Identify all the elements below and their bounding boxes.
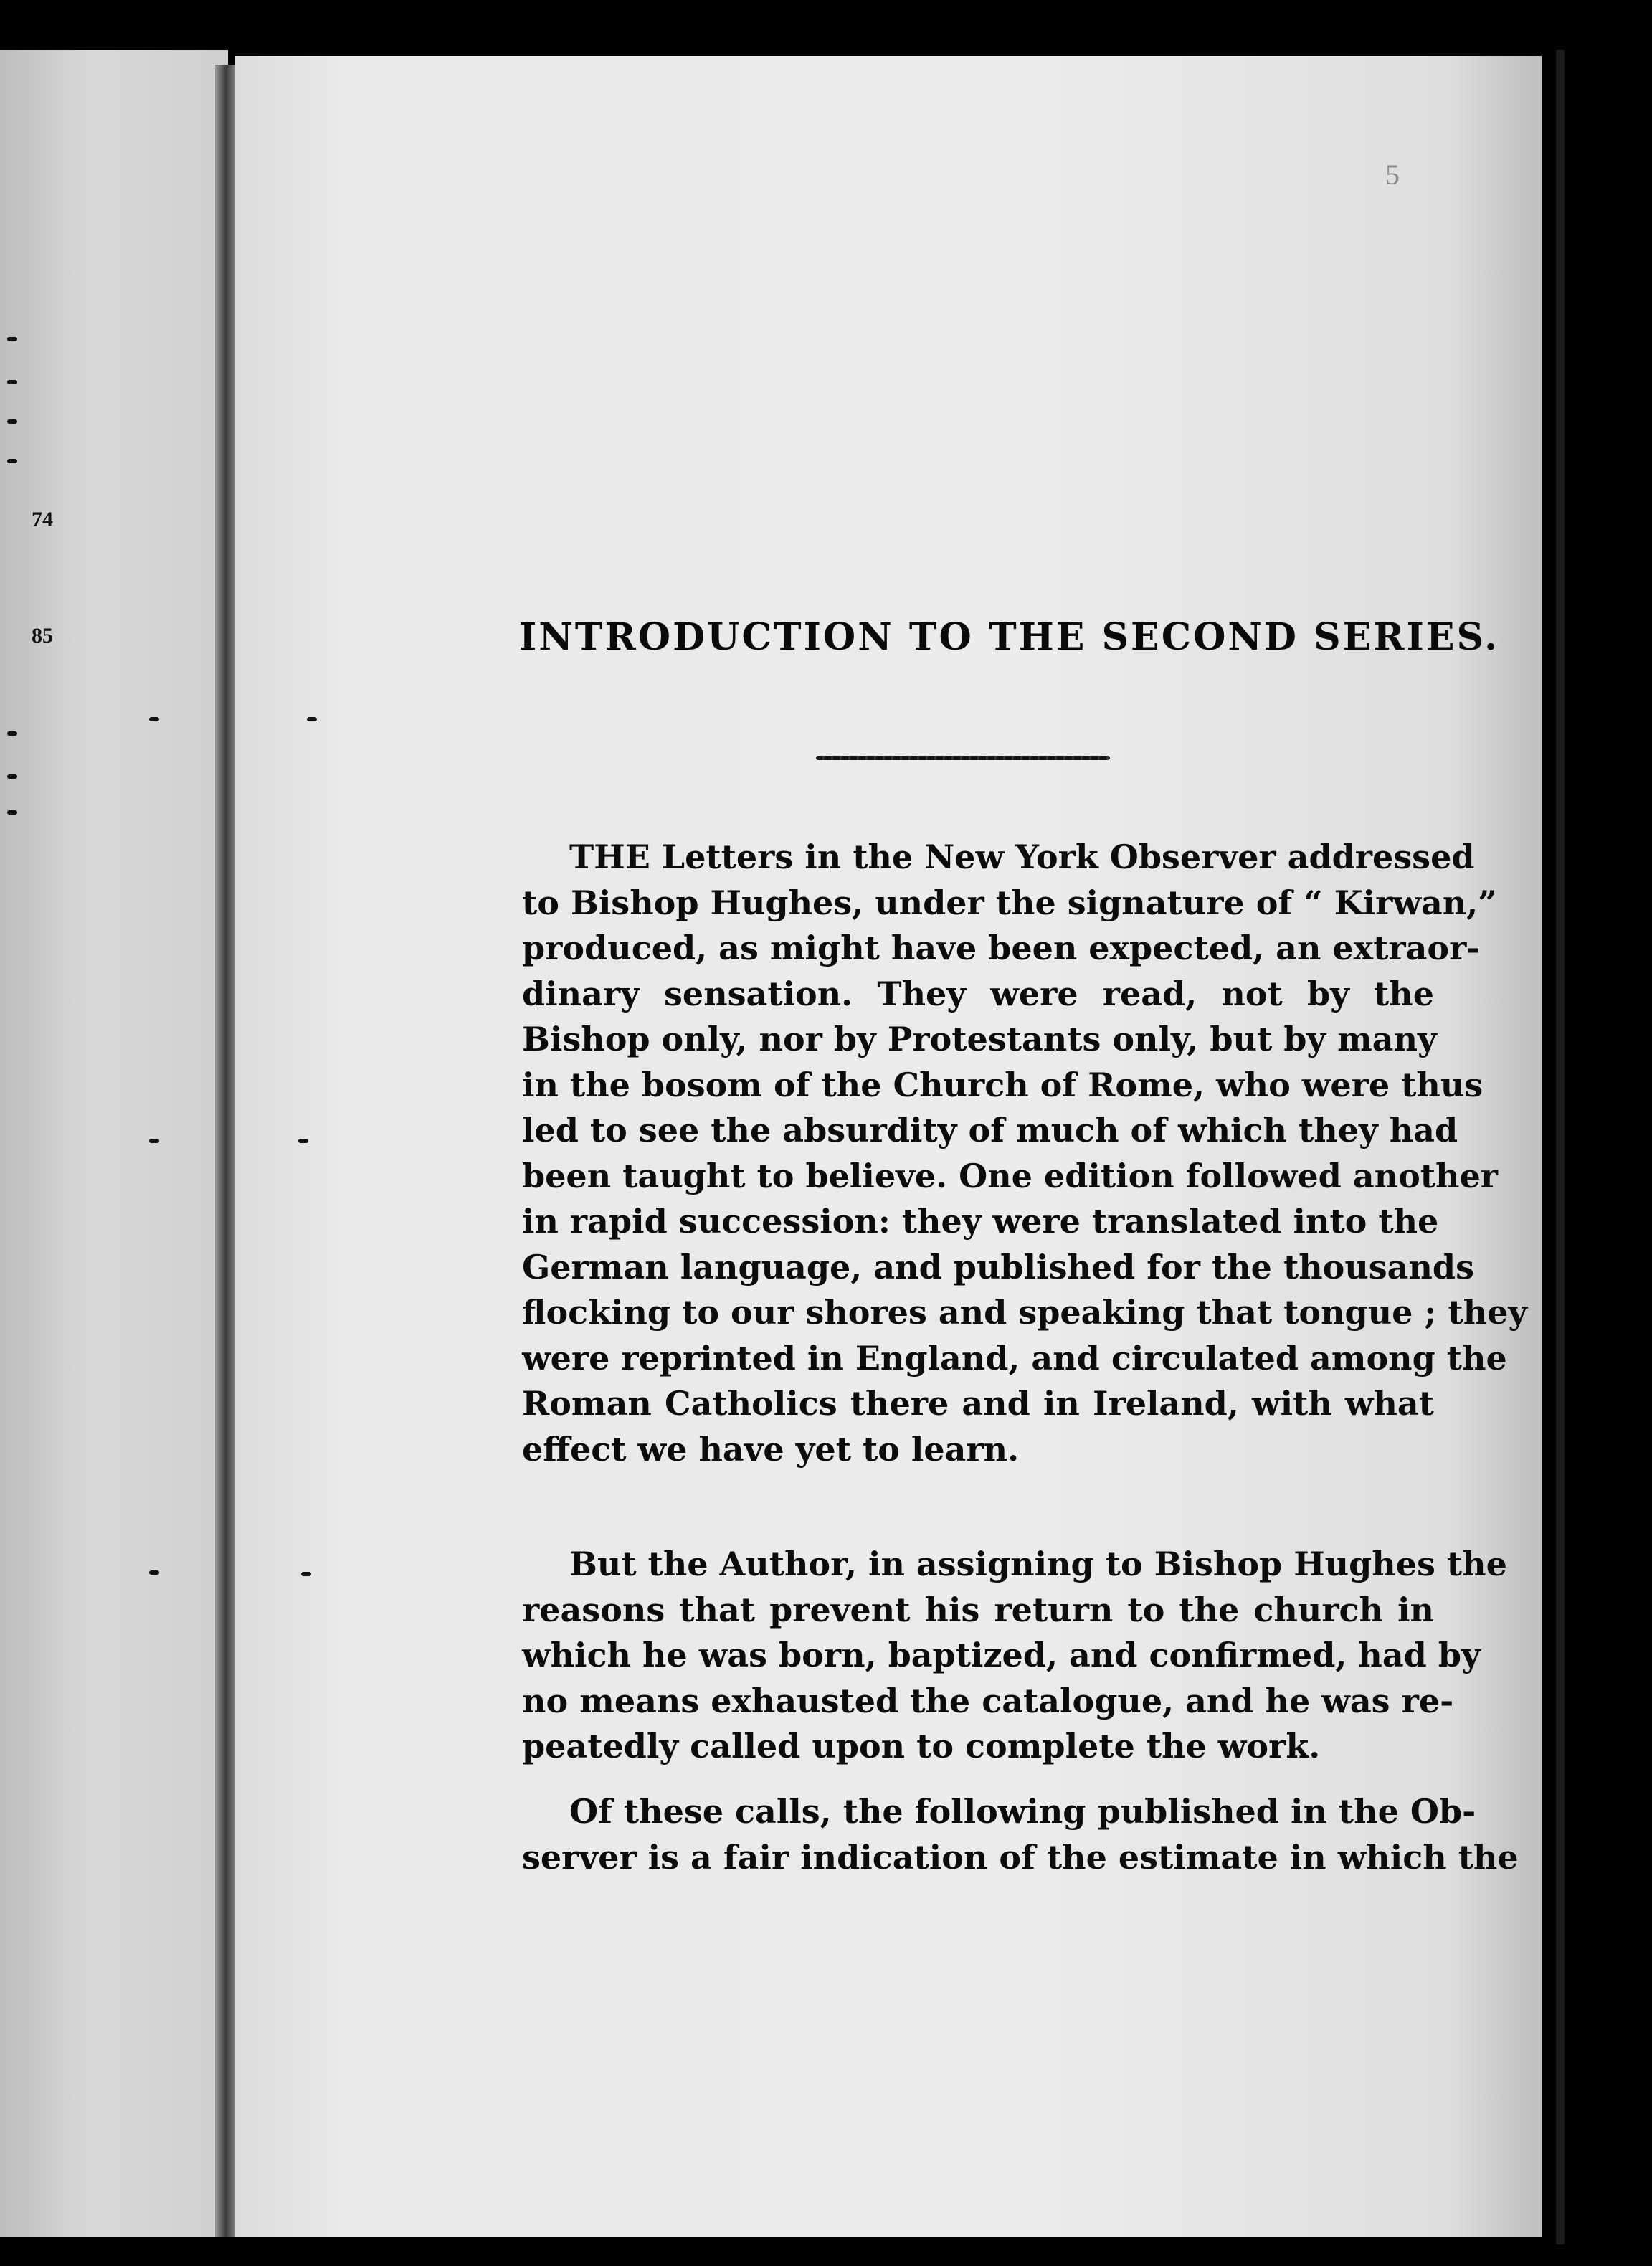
text-line: THE Letters in the New York Observer addressed — [569, 838, 1475, 876]
section-title: INTRODUCTION TO THE SECOND SERIES. — [519, 615, 1500, 659]
text-line: which he was born, baptized, and confirmed, had by — [522, 1636, 1481, 1674]
text-line: no means exhausted the catalogue, and he was re- — [522, 1681, 1454, 1720]
text-line: flocking to our shores and speaking that tongue ; they — [522, 1293, 1528, 1332]
text-line: German language, and published for the thousands — [522, 1247, 1474, 1286]
ink-mark — [7, 380, 17, 384]
paragraph — [522, 1789, 1519, 1880]
text-line: effect we have yet to learn. — [522, 1429, 1020, 1469]
ink-mark — [7, 337, 17, 341]
page-edge-shadow — [1556, 50, 1565, 2244]
previous-page-number-fragment: 74 — [32, 508, 53, 531]
text-line: in rapid succession: they were translated into the — [522, 1202, 1439, 1241]
text-line: led to see the absurdity of much of which they had — [522, 1111, 1458, 1149]
text-line: Bishop only, nor by Protestants only, but by many — [522, 1020, 1437, 1058]
text-line: Roman Catholics there and in Ireland, with what — [522, 1384, 1434, 1423]
text-line: produced, as might have been expected, an extraor- — [522, 929, 1481, 967]
ink-mark — [7, 459, 17, 463]
page-gutter — [215, 65, 237, 2237]
title-underline-ornament — [816, 756, 1110, 760]
text-line: dinary sensation. They were read, not by the — [522, 974, 1434, 1013]
page-number: 5 — [1385, 158, 1400, 191]
text-line: peatedly called upon to complete the work. — [522, 1727, 1321, 1765]
ink-mark — [149, 717, 159, 721]
ink-mark — [7, 419, 17, 424]
ink-mark — [298, 1139, 308, 1143]
text-line: server is a fair indication of the estimate in which the — [522, 1837, 1519, 1877]
ink-mark — [307, 717, 317, 721]
text-line: to Bishop Hughes, under the signature of “ Kirwan,” — [522, 883, 1497, 922]
text-line: But the Author, in assigning to Bishop Hughes the — [569, 1545, 1507, 1583]
previous-page-edge — [0, 50, 228, 2237]
ink-mark — [301, 1572, 311, 1576]
ink-mark — [149, 1139, 159, 1143]
ink-mark — [7, 731, 17, 736]
text-line: in the bosom of the Church of Rome, who were thus — [522, 1065, 1484, 1104]
ink-mark — [7, 810, 17, 815]
text-line: been taught to believe. One edition followed another — [522, 1156, 1498, 1195]
ink-mark — [7, 774, 17, 779]
previous-page-number-fragment: 85 — [32, 624, 53, 648]
text-line: were reprinted in England, and circulated among the — [522, 1338, 1507, 1378]
paragraph — [522, 1542, 1507, 1770]
paragraph — [522, 835, 1528, 1472]
text-line: reasons that prevent his return to the church in — [522, 1590, 1434, 1629]
text-line: Of these calls, the following published in the Ob- — [569, 1792, 1476, 1831]
ink-mark — [149, 1570, 159, 1575]
